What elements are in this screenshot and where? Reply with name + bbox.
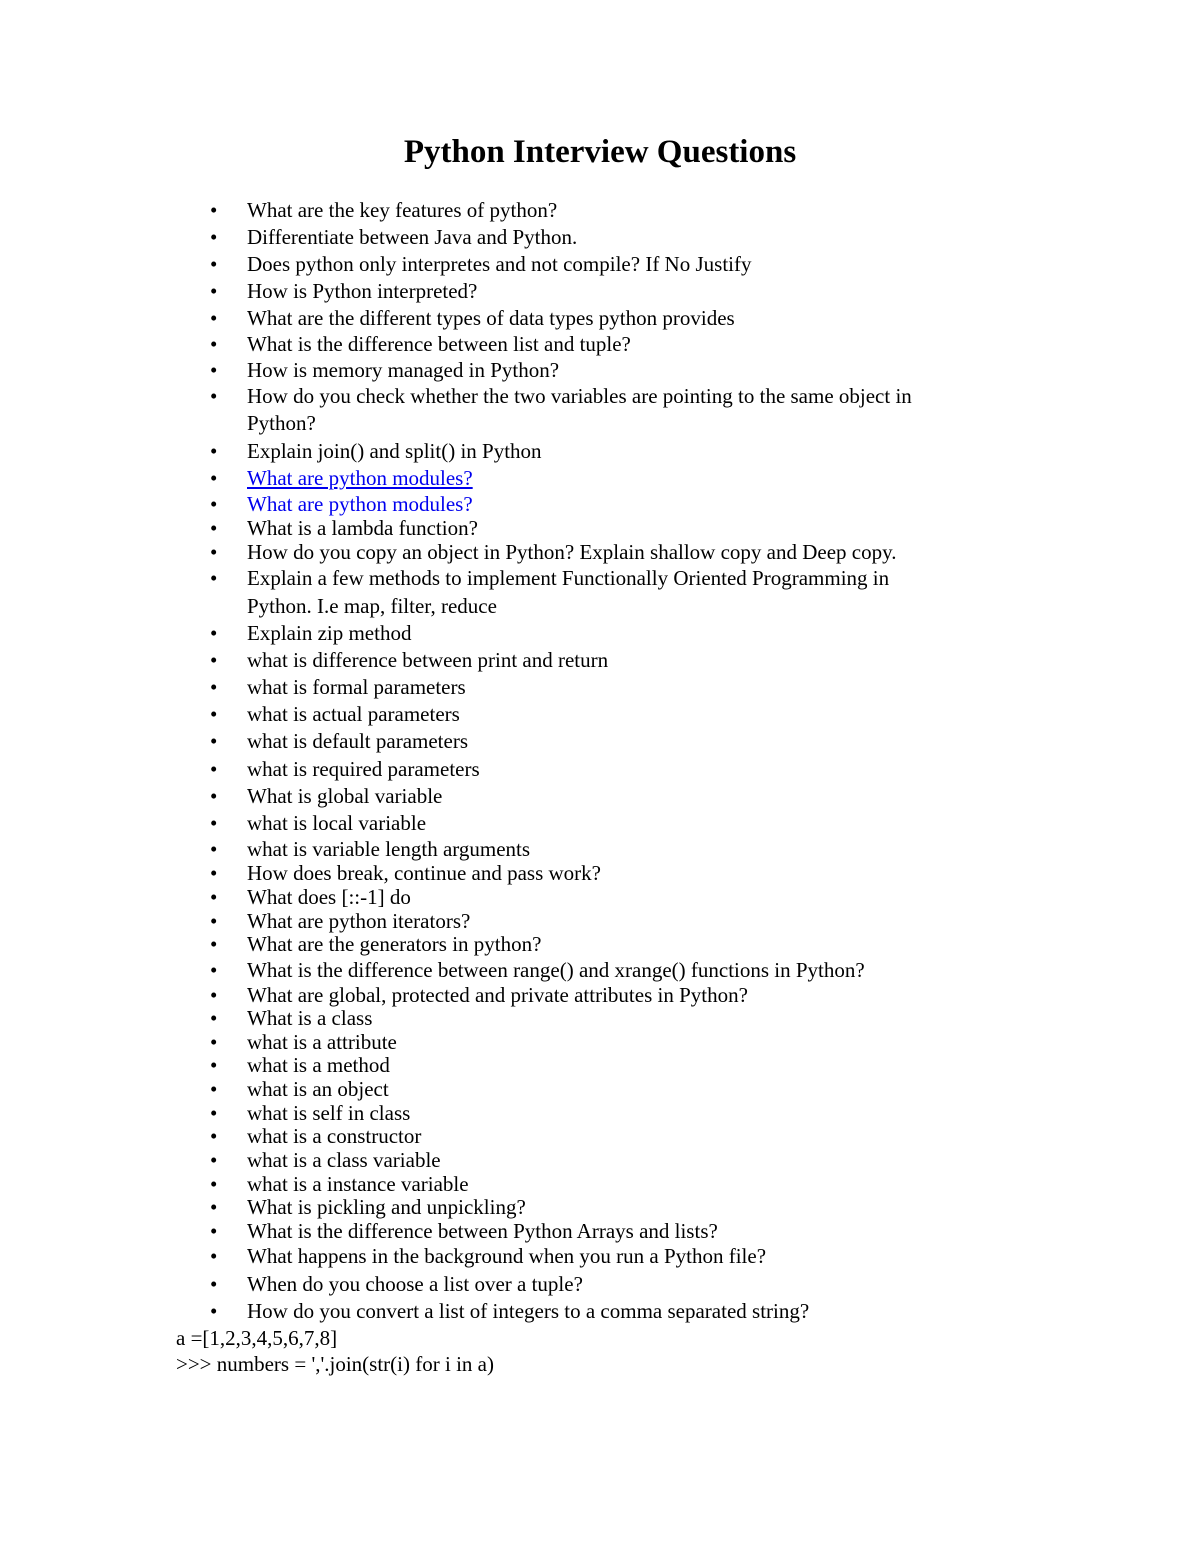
bullet-icon: • [210,466,218,490]
question-text: Does python only interpretes and not compile? If No Justify [247,252,752,276]
question-text: What are global, protected and private attributes in Python? [247,983,748,1007]
question-text: How do you check whether the two variables are pointing to the same object in [247,384,912,408]
bullet-icon: • [210,566,218,590]
bullet-icon: • [210,675,218,699]
question-text: What is global variable [247,784,443,808]
question-text: How does break, continue and pass work? [247,861,601,885]
bullet-icon: • [210,757,218,781]
question-text: What are python modules? [247,492,473,516]
bullet-icon: • [210,1030,218,1054]
question-text: What is the difference between list and tuple? [247,332,631,356]
question-text: what is variable length arguments [247,837,531,861]
bullet-icon: • [210,198,218,222]
question-text: Explain join() and split() in Python [247,439,542,463]
bullet-icon: • [210,1172,218,1196]
bullet-icon: • [210,439,218,463]
question-text: What is a lambda function? [247,516,478,540]
question-text: What is the difference between range() and xrange() functions in Python? [247,958,865,982]
question-text: what is an object [247,1077,389,1101]
bullet-icon: • [210,492,218,516]
question-text: How do you copy an object in Python? Explain shallow copy and Deep copy. [247,540,897,564]
question-text: When do you choose a list over a tuple? [247,1272,583,1296]
question-text: what is local variable [247,811,427,835]
question-text: Python? [247,411,316,435]
bullet-icon: • [210,358,218,382]
question-text: what is default parameters [247,729,468,753]
bullet-icon: • [210,1053,218,1077]
bullet-icon: • [210,384,218,408]
bullet-icon: • [210,958,218,982]
question-text: What does [::-1] do [247,885,411,909]
bullet-icon: • [210,837,218,861]
bullet-icon: • [210,1244,218,1268]
bullet-icon: • [210,1101,218,1125]
bullet-icon: • [210,1195,218,1219]
bullet-icon: • [210,909,218,933]
bullet-icon: • [210,1219,218,1243]
bullet-icon: • [210,540,218,564]
question-text: Explain zip method [247,621,412,645]
question-text: How is Python interpreted? [247,279,478,303]
question-text: What are the different types of data types python provides [247,306,735,330]
code-line-2: >>> numbers = ','.join(str(i) for i in a) [176,1352,494,1376]
question-text: what is actual parameters [247,702,460,726]
bullet-icon: • [210,811,218,835]
question-text: How do you convert a list of integers to a comma separated string? [247,1299,810,1323]
question-text: What is the difference between Python Arrays and lists? [247,1219,718,1243]
question-text: what is difference between print and return [247,648,609,672]
question-text: What is a class [247,1006,373,1030]
bullet-icon: • [210,252,218,276]
bullet-icon: • [210,306,218,330]
bullet-icon: • [210,1077,218,1101]
question-link[interactable]: What are python modules? [247,466,473,490]
bullet-icon: • [210,279,218,303]
bullet-icon: • [210,1299,218,1323]
document-title: Python Interview Questions [403,134,797,170]
question-text: What is pickling and unpickling? [247,1195,526,1219]
bullet-icon: • [210,648,218,672]
question-text: what is a method [247,1053,390,1077]
question-text: What are the key features of python? [247,198,558,222]
bullet-icon: • [210,784,218,808]
question-text: Differentiate between Java and Python. [247,225,578,249]
question-text: What are python iterators? [247,909,471,933]
question-text: what is a constructor [247,1124,422,1148]
bullet-icon: • [210,1148,218,1172]
bullet-icon: • [210,702,218,726]
question-text: What are the generators in python? [247,932,542,956]
question-text: what is a class variable [247,1148,441,1172]
bullet-icon: • [210,1272,218,1296]
question-text: what is a instance variable [247,1172,469,1196]
question-text: Python. I.e map, filter, reduce [247,594,497,618]
bullet-icon: • [210,885,218,909]
bullet-icon: • [210,729,218,753]
bullet-icon: • [210,516,218,540]
question-text: what is formal parameters [247,675,466,699]
question-text: What happens in the background when you run a Python file? [247,1244,767,1268]
bullet-icon: • [210,332,218,356]
bullet-icon: • [210,1124,218,1148]
question-text: How is memory managed in Python? [247,358,560,382]
bullet-icon: • [210,225,218,249]
bullet-icon: • [210,861,218,885]
question-text: what is a attribute [247,1030,397,1054]
question-text: Explain a few methods to implement Functionally Oriented Programming in [247,566,890,590]
bullet-icon: • [210,621,218,645]
question-text: what is self in class [247,1101,411,1125]
bullet-icon: • [210,1006,218,1030]
code-line-1: a =[1,2,3,4,5,6,7,8] [176,1326,338,1350]
bullet-icon: • [210,932,218,956]
bullet-icon: • [210,983,218,1007]
question-text: what is required parameters [247,757,480,781]
